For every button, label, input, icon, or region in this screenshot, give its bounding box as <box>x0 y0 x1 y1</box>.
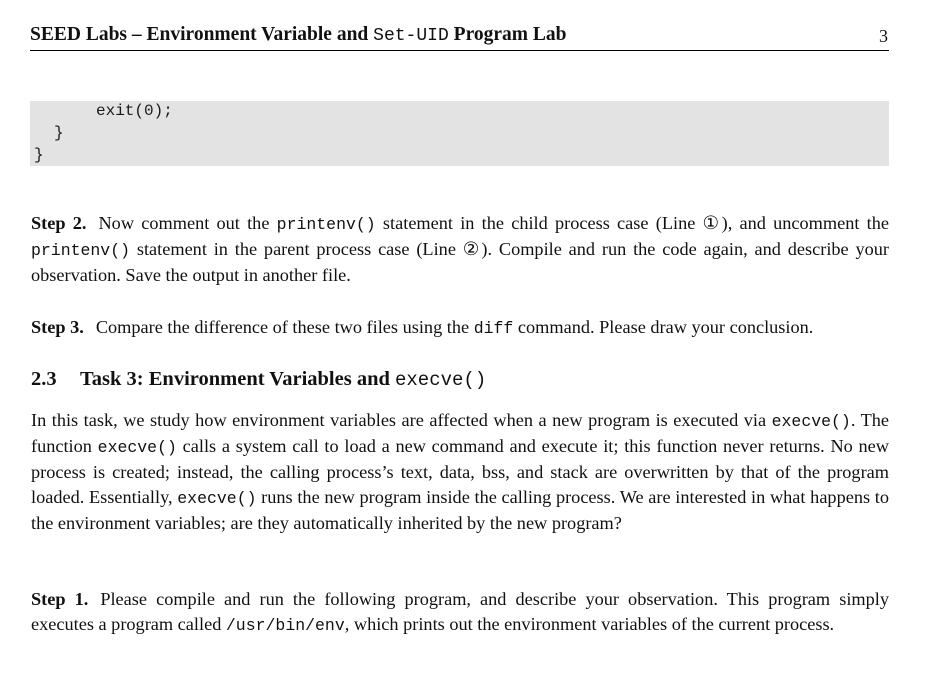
task3-text-4: runs the new program inside the calling process. We are interested in what happens to the environment variables; are they automatically inherited by the new program? <box>31 487 889 533</box>
step2-text-3: statement in the parent process case (Line ②). Compile and run the code again, and describe your observation. Save the output in another file. <box>31 239 889 285</box>
step2-paragraph <box>31 211 889 288</box>
code-line-close-brace-inner: } <box>54 124 64 142</box>
step1-label: Step 1. <box>31 589 89 609</box>
step3-paragraph <box>31 315 889 341</box>
step2-label: Step 2. <box>31 213 87 233</box>
section-number: 2.3 <box>31 368 57 390</box>
step2-text-1: Now comment out the <box>98 213 277 233</box>
code-listing <box>30 101 889 166</box>
step1-code-1: /usr/bin/env <box>225 616 345 635</box>
code-line-exit: exit(0); <box>96 102 173 120</box>
section-title-code: execve() <box>395 369 487 391</box>
page-number: 3 <box>879 26 888 46</box>
step3-text-2: command. Please draw your conclusion. <box>513 317 814 337</box>
step1-paragraph <box>31 587 889 638</box>
code-line-close-brace-outer: } <box>34 146 44 164</box>
step3-text-1: Compare the difference of these two files using the <box>95 317 474 337</box>
step1-text-2: , which prints out the environment variables of the current process. <box>344 614 835 634</box>
task3-code-3: execve() <box>177 489 257 508</box>
task3-text-1: In this task, we study how environment variables are affected when a new program is executed via <box>31 410 772 430</box>
step2-code-1: printenv() <box>276 215 376 234</box>
header-title-code: Set-UID <box>373 26 449 46</box>
task3-code-1: execve() <box>771 412 851 431</box>
task3-text-3: calls a system call to load a new command and execute it; this function never returns. No new process is created; instead, the calling process’s text, data, bss, and stack are overwritten by that of the program loaded. Essentially, <box>31 436 889 507</box>
section-title: Task 3: Environment Variables and <box>80 368 395 390</box>
step2-code-2: printenv() <box>31 241 131 260</box>
task3-text-2: . The function <box>31 410 890 456</box>
section-heading <box>31 368 486 391</box>
page-header <box>30 24 889 51</box>
header-title <box>30 24 567 46</box>
header-title-prefix: SEED Labs – Environment Variable and <box>30 24 374 45</box>
step3-code-1: diff <box>473 319 514 338</box>
step3-label: Step 3. <box>31 317 84 337</box>
step2-text-2: statement in the child process case (Line ①), and uncomment the <box>375 213 889 233</box>
task3-code-2: execve() <box>97 438 177 457</box>
header-title-suffix: Program Lab <box>448 24 567 45</box>
task3-paragraph <box>31 408 889 536</box>
step1-text-1: Please compile and run the following program, and describe your observation. This program simply executes a program called <box>31 589 889 634</box>
